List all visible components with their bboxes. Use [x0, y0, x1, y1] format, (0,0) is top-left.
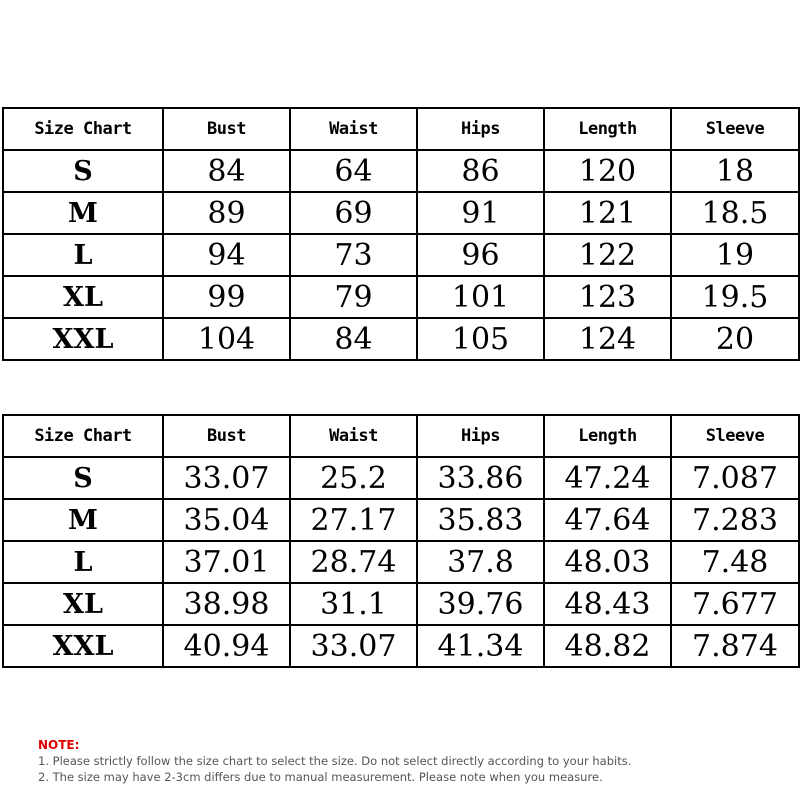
- sleeve-cell: 7.283: [671, 499, 799, 541]
- header-bust: Bust: [163, 108, 290, 150]
- length-cell: 120: [544, 150, 671, 192]
- sleeve-cell: 18.5: [671, 192, 799, 234]
- waist-cell: 79: [290, 276, 417, 318]
- table-row: [3, 276, 799, 318]
- header-hips: Hips: [417, 108, 544, 150]
- length-cell: 48.43: [544, 583, 671, 625]
- sleeve-cell: 7.874: [671, 625, 799, 667]
- size-cell: M: [3, 192, 163, 234]
- note-title: NOTE:: [38, 738, 80, 752]
- waist-cell: 31.1: [290, 583, 417, 625]
- table-row: [3, 318, 799, 360]
- size-note: [38, 737, 631, 785]
- bust-cell: 40.94: [163, 625, 290, 667]
- header-hips: Hips: [417, 415, 544, 457]
- sleeve-cell: 18: [671, 150, 799, 192]
- waist-cell: 27.17: [290, 499, 417, 541]
- header-bust: Bust: [163, 415, 290, 457]
- bust-cell: 35.04: [163, 499, 290, 541]
- table-row: [3, 457, 799, 499]
- hips-cell: 35.83: [417, 499, 544, 541]
- sleeve-cell: 7.087: [671, 457, 799, 499]
- header-waist: Waist: [290, 108, 417, 150]
- size-cell: S: [3, 150, 163, 192]
- waist-cell: 28.74: [290, 541, 417, 583]
- bust-cell: 84: [163, 150, 290, 192]
- note-line-2: 2. The size may have 2-3cm differs due to manual measurement. Please note when you measure.: [38, 770, 603, 784]
- table-row: [3, 150, 799, 192]
- header-size-chart: Size Chart: [3, 415, 163, 457]
- bust-cell: 94: [163, 234, 290, 276]
- length-cell: 48.03: [544, 541, 671, 583]
- header-sleeve: Sleeve: [671, 415, 799, 457]
- hips-cell: 91: [417, 192, 544, 234]
- waist-cell: 69: [290, 192, 417, 234]
- sleeve-cell: 7.677: [671, 583, 799, 625]
- length-cell: 124: [544, 318, 671, 360]
- size-cell: L: [3, 234, 163, 276]
- length-cell: 48.82: [544, 625, 671, 667]
- header-size-chart: Size Chart: [3, 108, 163, 150]
- length-cell: 121: [544, 192, 671, 234]
- size-chart-inch-table: [2, 414, 800, 668]
- bust-cell: 37.01: [163, 541, 290, 583]
- length-cell: 47.24: [544, 457, 671, 499]
- waist-cell: 84: [290, 318, 417, 360]
- header-waist: Waist: [290, 415, 417, 457]
- waist-cell: 64: [290, 150, 417, 192]
- size-cell: XXL: [3, 318, 163, 360]
- table-row: [3, 192, 799, 234]
- header-length: Length: [544, 108, 671, 150]
- bust-cell: 38.98: [163, 583, 290, 625]
- size-cell: XL: [3, 583, 163, 625]
- hips-cell: 37.8: [417, 541, 544, 583]
- header-row: [3, 415, 799, 457]
- hips-cell: 39.76: [417, 583, 544, 625]
- header-sleeve: Sleeve: [671, 108, 799, 150]
- hips-cell: 96: [417, 234, 544, 276]
- waist-cell: 33.07: [290, 625, 417, 667]
- table-row: [3, 541, 799, 583]
- sleeve-cell: 20: [671, 318, 799, 360]
- size-cell: XXL: [3, 625, 163, 667]
- hips-cell: 41.34: [417, 625, 544, 667]
- header-row: [3, 108, 799, 150]
- hips-cell: 86: [417, 150, 544, 192]
- table-row: [3, 234, 799, 276]
- header-length: Length: [544, 415, 671, 457]
- bust-cell: 104: [163, 318, 290, 360]
- hips-cell: 105: [417, 318, 544, 360]
- sleeve-cell: 19: [671, 234, 799, 276]
- table-row: [3, 625, 799, 667]
- table-row: [3, 499, 799, 541]
- size-cell: L: [3, 541, 163, 583]
- note-line-1: 1. Please strictly follow the size chart to select the size. Do not select directly according to your habits.: [38, 754, 632, 768]
- waist-cell: 73: [290, 234, 417, 276]
- size-chart-cm-table: [2, 107, 800, 361]
- table-row: [3, 583, 799, 625]
- bust-cell: 33.07: [163, 457, 290, 499]
- length-cell: 122: [544, 234, 671, 276]
- size-cell: M: [3, 499, 163, 541]
- sleeve-cell: 7.48: [671, 541, 799, 583]
- length-cell: 47.64: [544, 499, 671, 541]
- sleeve-cell: 19.5: [671, 276, 799, 318]
- hips-cell: 101: [417, 276, 544, 318]
- size-cell: XL: [3, 276, 163, 318]
- bust-cell: 99: [163, 276, 290, 318]
- length-cell: 123: [544, 276, 671, 318]
- bust-cell: 89: [163, 192, 290, 234]
- size-cell: S: [3, 457, 163, 499]
- hips-cell: 33.86: [417, 457, 544, 499]
- waist-cell: 25.2: [290, 457, 417, 499]
